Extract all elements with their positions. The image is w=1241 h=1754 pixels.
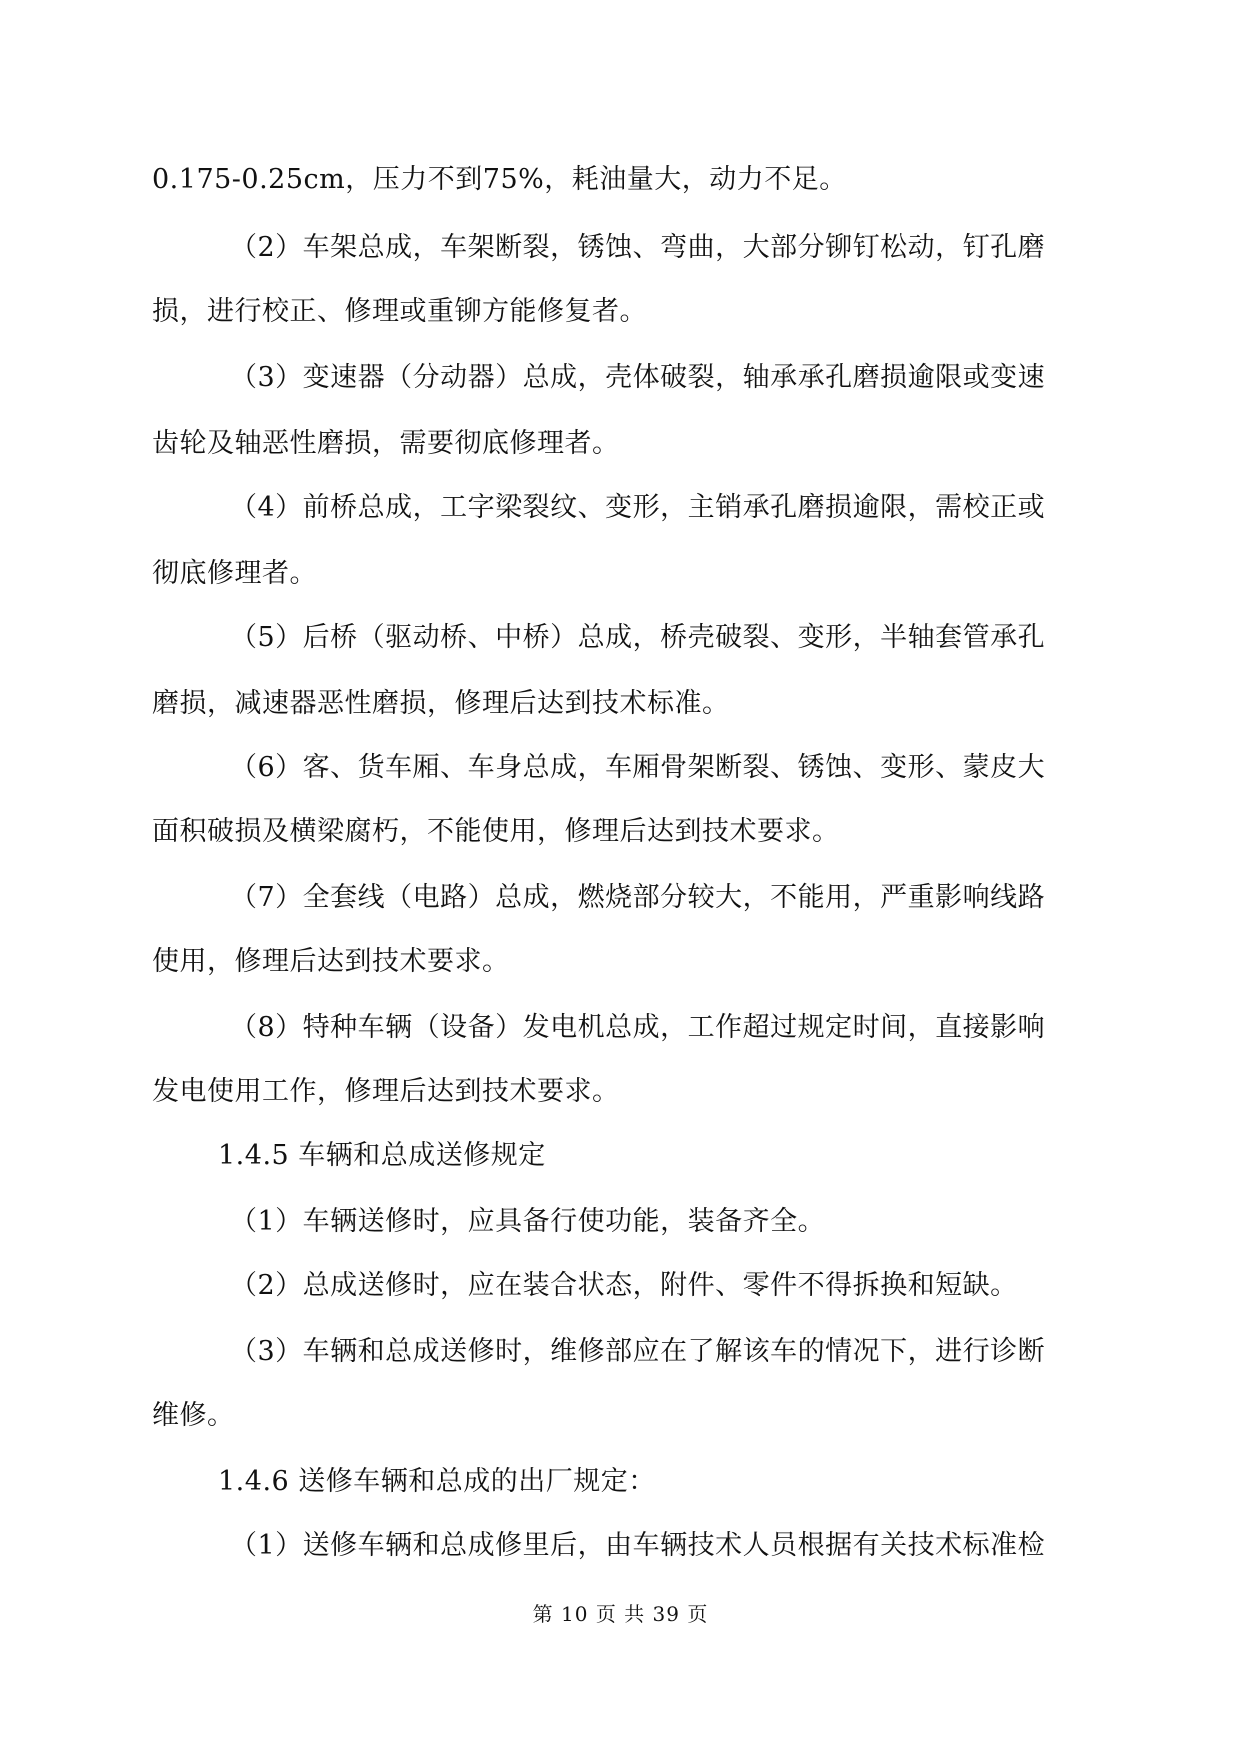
body-text-line: （5）后桥（驱动桥、中桥）总成，桥壳破裂、变形，半轴套管承孔 — [230, 622, 1046, 653]
body-text-line: 0.175-0.25cm，压力不到75%，耗油量大，动力不足。 — [152, 164, 847, 195]
section-heading: 1.4.6 送修车辆和总成的出厂规定： — [218, 1466, 656, 1497]
body-text-line: 维修。 — [152, 1400, 235, 1431]
body-text-line: 使用，修理后达到技术要求。 — [152, 946, 510, 977]
body-text-line: 面积破损及横梁腐朽，不能使用，修理后达到技术要求。 — [152, 816, 840, 847]
page-number: 第 10 页 共 39 页 — [532, 1602, 709, 1626]
body-text-line: （7）全套线（电路）总成，燃烧部分较大，不能用，严重影响线路 — [230, 882, 1046, 913]
body-text-line: 发电使用工作，修理后达到技术要求。 — [152, 1076, 620, 1107]
body-text-line: （2）车架总成，车架断裂，锈蚀、弯曲，大部分铆钉松动，钉孔磨 — [230, 232, 1046, 263]
body-text-line: （1）送修车辆和总成修里后，由车辆技术人员根据有关技术标准检 — [230, 1530, 1046, 1561]
section-heading: 1.4.5 车辆和总成送修规定 — [218, 1140, 546, 1171]
body-text-line: （4）前桥总成，工字梁裂纹、变形，主销承孔磨损逾限，需校正或 — [230, 492, 1046, 523]
body-text-line: （8）特种车辆（设备）发电机总成，工作超过规定时间，直接影响 — [230, 1012, 1046, 1043]
body-text-line: 齿轮及轴恶性磨损，需要彻底修理者。 — [152, 428, 620, 459]
body-text-line: （1）车辆送修时，应具备行使功能，装备齐全。 — [230, 1206, 826, 1237]
body-text-line: 彻底修理者。 — [152, 558, 317, 589]
body-text-line: （3）变速器（分动器）总成，壳体破裂，轴承承孔磨损逾限或变速 — [230, 362, 1046, 393]
body-text-line: （2）总成送修时，应在装合状态，附件、零件不得拆换和短缺。 — [230, 1270, 1018, 1301]
body-text-line: 磨损，减速器恶性磨损，修理后达到技术标准。 — [152, 688, 730, 719]
body-text-line: （6）客、货车厢、车身总成，车厢骨架断裂、锈蚀、变形、蒙皮大 — [230, 752, 1046, 783]
body-text-line: 损，进行校正、修理或重铆方能修复者。 — [152, 296, 647, 327]
body-text-line: （3）车辆和总成送修时，维修部应在了解该车的情况下，进行诊断 — [230, 1336, 1046, 1367]
